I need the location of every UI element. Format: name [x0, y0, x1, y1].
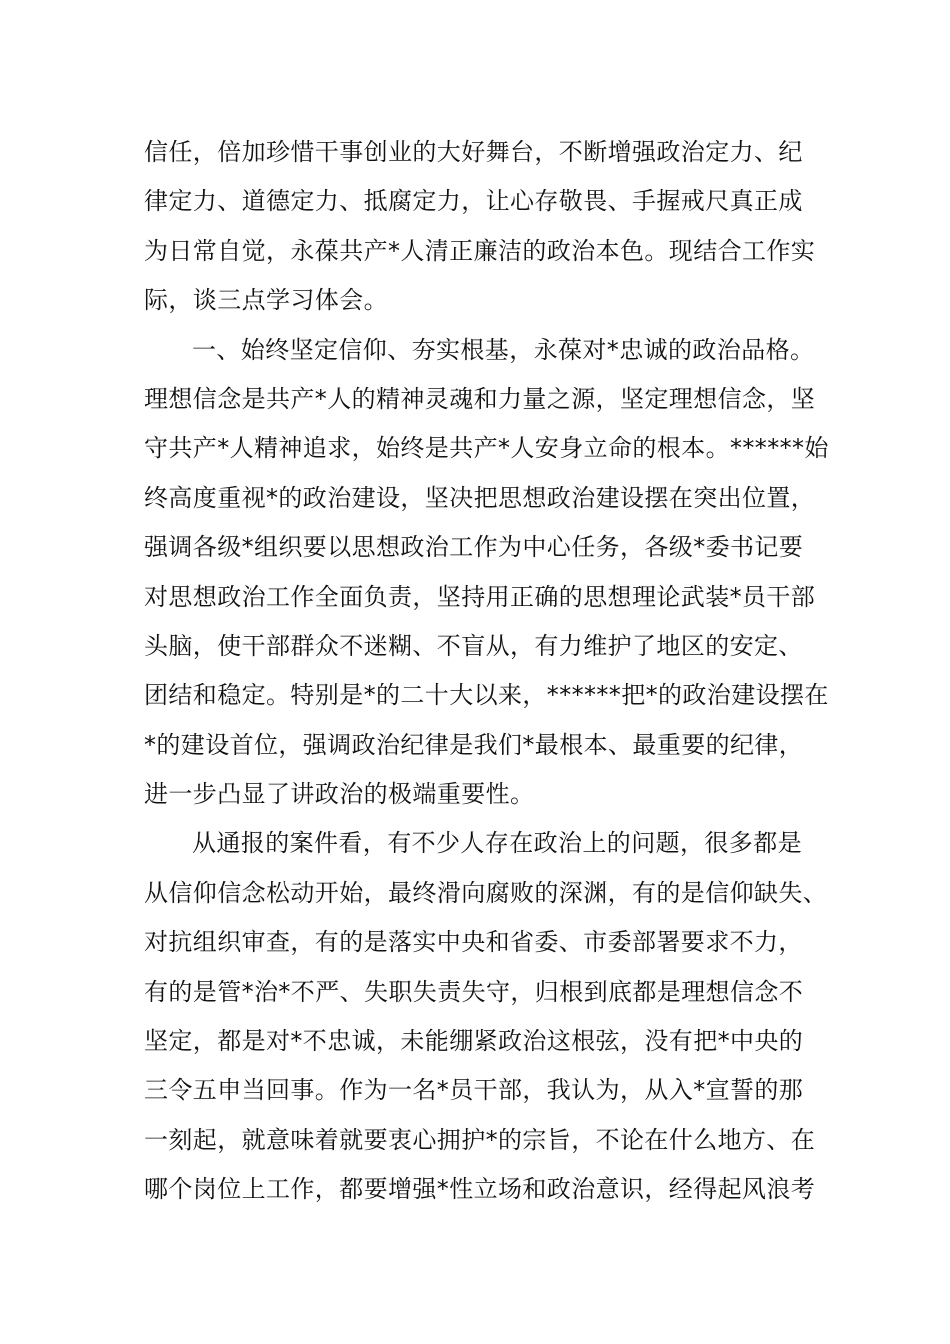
text-line: 团结和稳定。特别是*的二十大以来，******把*的政治建设摆在 [144, 681, 829, 710]
text-line: 信任，倍加珍惜干事创业的大好舞台，不断增强政治定力、纪 [144, 138, 803, 166]
text-line: 进一步凸显了讲政治的极端重要性。 [144, 780, 535, 809]
text-line: 有的是管*治*不严、失职失责失守，归根到底都是理想信念不 [144, 977, 804, 1006]
text-line: 一刻起，就意味着就要衷心拥护*的宗旨，不论在什么地方、在 [144, 1125, 816, 1154]
text-line: 从信仰信念松动开始，最终滑向腐败的深渊，有的是信仰缺失、 [144, 878, 828, 907]
text-line: 守共产*人精神追求，始终是共产*人安身立命的根本。******始 [144, 434, 829, 463]
text-line: 对思想政治工作全面负责，坚持用正确的思想理论武装*员干部 [144, 582, 816, 611]
text-line: 哪个岗位上工作，都要增强*性立场和政治意识，经得起风浪考 [144, 1175, 816, 1204]
text-line: 三令五申当回事。作为一名*员干部，我认为，从入*宣誓的那 [144, 1076, 804, 1105]
text-line: *的建设首位，强调政治纪律是我们*最根本、最重要的纪律， [144, 730, 804, 759]
text-line: 际，谈三点学习体会。 [144, 286, 388, 315]
section-heading: 一、始终坚定信仰、夯实根基，永葆对*忠诚的政治品格。 [192, 335, 815, 364]
text-line: 对抗组织审查，有的是落实中央和省委、市委部署要求不力， [144, 928, 803, 957]
paragraph-start-line: 从通报的案件看，有不少人存在政治上的问题，很多都是 [192, 829, 802, 858]
body-text [144, 128, 844, 1215]
text-line: 强调各级*组织要以思想政治工作为中心任务，各级*委书记要 [144, 533, 804, 562]
text-line: 终高度重视*的政治建设，坚决把思想政治建设摆在突出位置， [144, 483, 816, 512]
text-line: 理想信念是共产*人的精神灵魂和力量之源，坚定理想信念，坚 [144, 384, 816, 413]
text-line: 头脑，使干部群众不迷糊、不盲从，有力维护了地区的安定、 [144, 631, 803, 660]
text-line: 为日常自觉，永葆共产*人清正廉洁的政治本色。现结合工作实 [144, 236, 816, 265]
text-line: 坚定，都是对*不忠诚，未能绷紧政治这根弦，没有把*中央的 [144, 1027, 804, 1056]
text-line: 律定力、道德定力、抵腐定力，让心存敬畏、手握戒尺真正成 [144, 187, 803, 216]
